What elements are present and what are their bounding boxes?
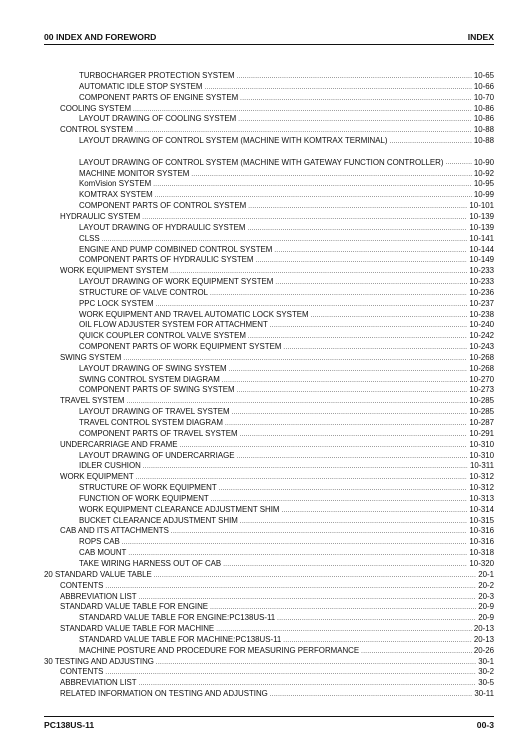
toc-entry[interactable] bbox=[44, 266, 494, 277]
toc-entry[interactable] bbox=[44, 689, 494, 700]
toc-entry-title: WORK EQUIPMENT SYSTEM bbox=[60, 266, 169, 276]
toc-entry[interactable] bbox=[44, 288, 494, 299]
toc-entry-title: LAYOUT DRAWING OF SWING SYSTEM bbox=[79, 363, 227, 373]
toc-entry-page: 10-144 bbox=[469, 244, 494, 254]
toc-entry-page: 10-90 bbox=[473, 157, 494, 167]
toc-entry[interactable] bbox=[44, 255, 494, 266]
toc-entry-title: 20 STANDARD VALUE TABLE bbox=[44, 569, 152, 579]
toc-entry-page: 10-237 bbox=[469, 298, 494, 308]
toc-entry-title: COMPONENT PARTS OF WORK EQUIPMENT SYSTEM bbox=[79, 342, 282, 352]
toc-entry[interactable] bbox=[44, 429, 494, 440]
toc-entry[interactable] bbox=[44, 494, 494, 505]
toc-entry-page: 10-92 bbox=[473, 168, 494, 178]
toc-entry[interactable] bbox=[44, 169, 494, 180]
toc-entry-page: 10-320 bbox=[469, 558, 494, 568]
toc-entry-title: STANDARD VALUE TABLE FOR MACHINE:PC138US-11 bbox=[79, 634, 282, 644]
toc-entry[interactable] bbox=[44, 461, 494, 472]
toc-entry-title: LAYOUT DRAWING OF HYDRAULIC SYSTEM bbox=[79, 222, 246, 232]
toc-entry[interactable] bbox=[44, 483, 494, 494]
toc-entry[interactable] bbox=[44, 570, 494, 581]
toc-entry-title: WORK EQUIPMENT CLEARANCE ADJUSTMENT SHIM bbox=[79, 504, 280, 514]
toc-entry[interactable] bbox=[44, 559, 494, 570]
toc-entry[interactable] bbox=[44, 320, 494, 331]
toc-entry-title: TRAVEL SYSTEM bbox=[60, 396, 125, 406]
toc-entry[interactable] bbox=[44, 646, 494, 657]
toc-entry-page: 10-285 bbox=[469, 407, 494, 417]
toc-entry-title: ABBREVIATION LIST bbox=[60, 591, 137, 601]
toc-entry-title: PPC LOCK SYSTEM bbox=[79, 298, 154, 308]
toc-entry-page: 10-86 bbox=[473, 114, 494, 124]
toc-entry[interactable] bbox=[44, 516, 494, 527]
toc-entry-page: 10-310 bbox=[469, 450, 494, 460]
toc-entry-title: CAB MOUNT bbox=[79, 548, 127, 558]
toc-entry-title: RELATED INFORMATION ON TESTING AND ADJUSTING bbox=[60, 689, 268, 699]
toc-entry[interactable] bbox=[44, 93, 494, 104]
toc-entry-title: LAYOUT DRAWING OF CONTROL SYSTEM (MACHINE WITH GATEWAY FUNCTION CONTROLLER) bbox=[79, 157, 444, 167]
toc-entry-title: LAYOUT DRAWING OF TRAVEL SYSTEM bbox=[79, 407, 230, 417]
toc-entry-page: 10-270 bbox=[469, 374, 494, 384]
toc-entry[interactable] bbox=[44, 418, 494, 429]
toc-entry[interactable] bbox=[44, 385, 494, 396]
toc-entry-page: 10-291 bbox=[469, 428, 494, 438]
toc-entry[interactable] bbox=[44, 505, 494, 516]
toc-entry-page: 30-1 bbox=[478, 656, 494, 666]
toc-entry-page: 20-9 bbox=[478, 602, 494, 612]
toc-entry[interactable] bbox=[44, 310, 494, 321]
toc-entry-title: QUICK COUPLER CONTROL VALVE SYSTEM bbox=[79, 331, 246, 341]
toc-entry-page: 10-141 bbox=[469, 233, 494, 243]
toc-entry-title: IDLER CUSHION bbox=[79, 461, 141, 471]
page-header bbox=[44, 26, 494, 45]
toc-entry[interactable] bbox=[44, 657, 494, 668]
toc-entry-title: CONTENTS bbox=[60, 667, 104, 677]
toc-entry[interactable] bbox=[44, 353, 494, 364]
toc-entry-title: TURBOCHARGER PROTECTION SYSTEM bbox=[79, 71, 235, 80]
toc-entry-title: STANDARD VALUE TABLE FOR MACHINE bbox=[60, 624, 215, 634]
toc-entry-title: SWING CONTROL SYSTEM DIAGRAM bbox=[79, 374, 220, 384]
toc-entry-page: 10-312 bbox=[469, 483, 494, 493]
toc-entry-title: MACHINE POSTURE AND PROCEDURE FOR MEASURING PERFORMANCE bbox=[79, 645, 360, 655]
toc-entry[interactable] bbox=[44, 451, 494, 462]
toc-entry-title: BUCKET CLEARANCE ADJUSTMENT SHIM bbox=[79, 515, 238, 525]
toc-entry[interactable] bbox=[44, 537, 494, 548]
toc-entry[interactable] bbox=[44, 223, 494, 234]
toc-entry-page: 10-88 bbox=[473, 136, 494, 146]
toc-entry-page: 10-95 bbox=[473, 179, 494, 189]
toc-entry-title: UNDERCARRIAGE AND FRAME bbox=[60, 439, 178, 449]
toc-entry-page: 10-315 bbox=[469, 515, 494, 525]
toc-entry-title: LAYOUT DRAWING OF WORK EQUIPMENT SYSTEM bbox=[79, 277, 274, 287]
toc-entry-title: CLSS bbox=[79, 233, 100, 243]
toc-entry[interactable] bbox=[44, 71, 494, 82]
toc-entry-title: CONTROL SYSTEM bbox=[60, 125, 133, 135]
toc-entry-title: COMPONENT PARTS OF CONTROL SYSTEM bbox=[79, 201, 247, 211]
toc-entry[interactable] bbox=[44, 375, 494, 386]
toc-entry[interactable] bbox=[44, 667, 494, 678]
toc-entry[interactable] bbox=[44, 245, 494, 256]
toc-entry-title: LAYOUT DRAWING OF UNDERCARRIAGE bbox=[79, 450, 235, 460]
toc-entry-title: SWING SYSTEM bbox=[60, 352, 122, 362]
toc-entry[interactable] bbox=[44, 635, 494, 646]
toc-entry-page: 10-316 bbox=[469, 537, 494, 547]
toc-entry-title: STANDARD VALUE TABLE FOR ENGINE:PC138US-11 bbox=[79, 613, 276, 623]
toc-entry-page: 10-70 bbox=[473, 92, 494, 102]
toc-entry[interactable] bbox=[44, 678, 494, 689]
toc-entry-title: OIL FLOW ADJUSTER SYSTEM FOR ATTACHMENT bbox=[79, 320, 268, 330]
toc-entry[interactable] bbox=[44, 396, 494, 407]
toc-entry-page: 10-233 bbox=[469, 266, 494, 276]
toc-entry-title: COMPONENT PARTS OF HYDRAULIC SYSTEM bbox=[79, 255, 254, 265]
toc-entry-page: 10-139 bbox=[469, 211, 494, 221]
toc-entry-title: COMPONENT PARTS OF SWING SYSTEM bbox=[79, 385, 235, 395]
toc-entry-title: AUTOMATIC IDLE STOP SYSTEM bbox=[79, 81, 203, 91]
toc-entry-page: 20-3 bbox=[478, 591, 494, 601]
toc-entry-page: 10-88 bbox=[473, 125, 494, 135]
toc-entry-title: KOMTRAX SYSTEM bbox=[79, 190, 153, 200]
toc-entry[interactable] bbox=[44, 82, 494, 93]
toc-entry-page: 10-243 bbox=[469, 342, 494, 352]
toc-entry-page: 10-242 bbox=[469, 331, 494, 341]
toc-entry[interactable] bbox=[44, 407, 494, 418]
toc-entry[interactable] bbox=[44, 201, 494, 212]
toc-entry-page: 30-11 bbox=[474, 689, 494, 699]
toc-entry-title: ENGINE AND PUMP COMBINED CONTROL SYSTEM bbox=[79, 244, 273, 254]
toc-entry[interactable] bbox=[44, 613, 494, 624]
toc-entry[interactable] bbox=[44, 472, 494, 483]
toc-entry-title: CONTENTS bbox=[60, 580, 104, 590]
toc-entry-title: WORK EQUIPMENT AND TRAVEL AUTOMATIC LOCK SYSTEM bbox=[79, 309, 309, 319]
toc-entry-page: 10-149 bbox=[469, 255, 494, 265]
toc-entry[interactable] bbox=[44, 104, 494, 115]
toc-entry[interactable] bbox=[44, 602, 494, 613]
toc-entry-page: 30-5 bbox=[478, 678, 494, 688]
toc-entry-page: 10-236 bbox=[469, 287, 494, 297]
toc-entry-page: 20-13 bbox=[473, 634, 494, 644]
toc-entry-title: LAYOUT DRAWING OF COOLING SYSTEM bbox=[79, 114, 237, 124]
toc-entry-page: 10-86 bbox=[473, 103, 494, 113]
toc-entry-page: 10-310 bbox=[469, 439, 494, 449]
toc-entry-page: 10-312 bbox=[469, 472, 494, 482]
toc-entry[interactable] bbox=[44, 342, 494, 353]
toc-entry-page: 10-99 bbox=[473, 190, 494, 200]
toc-entry[interactable] bbox=[44, 114, 494, 125]
toc-entry[interactable] bbox=[44, 277, 494, 288]
model-number: PC138US-11 bbox=[44, 720, 95, 730]
toc-entry-page: 10-66 bbox=[473, 81, 494, 91]
toc-entry-page: 10-314 bbox=[469, 504, 494, 514]
toc-entry-page: 10-268 bbox=[469, 363, 494, 373]
toc-entry[interactable] bbox=[44, 136, 494, 147]
header-index-label: INDEX bbox=[467, 32, 494, 42]
toc-entry-page: 10-238 bbox=[469, 309, 494, 319]
toc-entry-page: 10-240 bbox=[469, 320, 494, 330]
toc-entry[interactable] bbox=[44, 147, 494, 169]
toc-entry-title: CAB AND ITS ATTACHMENTS bbox=[60, 526, 169, 536]
toc-entry-title: ABBREVIATION LIST bbox=[60, 678, 137, 688]
toc-entry-title: STANDARD VALUE TABLE FOR ENGINE bbox=[60, 602, 209, 612]
toc-entry-title: COMPONENT PARTS OF TRAVEL SYSTEM bbox=[79, 428, 238, 438]
toc-entry[interactable] bbox=[44, 624, 494, 635]
toc-entry-page: 10-139 bbox=[469, 222, 494, 232]
section-title: 00 INDEX AND FOREWORD bbox=[44, 32, 157, 42]
toc-entry[interactable] bbox=[44, 364, 494, 375]
toc-entry-title: WORK EQUIPMENT bbox=[60, 472, 134, 482]
toc-entry-page: 20-1 bbox=[478, 569, 494, 579]
toc-entry[interactable] bbox=[44, 526, 494, 537]
dot-leader bbox=[270, 689, 473, 701]
toc-entry[interactable] bbox=[44, 190, 494, 201]
toc-entry-page: 20-9 bbox=[478, 613, 494, 623]
toc-entry-page: 10-273 bbox=[469, 385, 494, 395]
toc-entry[interactable] bbox=[44, 234, 494, 245]
page-number: 00-3 bbox=[476, 720, 494, 730]
toc-entry-page: 20-13 bbox=[473, 624, 494, 634]
toc-entry-page: 20-26 bbox=[473, 645, 494, 655]
toc-entry-title: LAYOUT DRAWING OF CONTROL SYSTEM (MACHINE WITH KOMTRAX TERMINAL) bbox=[79, 136, 388, 146]
toc-entry-title: KomVision SYSTEM bbox=[79, 179, 152, 189]
toc-entry-page: 20-2 bbox=[478, 580, 494, 590]
toc-entry-title: STRUCTURE OF VALVE CONTROL bbox=[79, 287, 209, 297]
toc-entry[interactable] bbox=[44, 212, 494, 223]
page-footer bbox=[44, 716, 494, 734]
toc-entry-title: 30 TESTING AND ADJUSTING bbox=[44, 656, 154, 666]
toc-entry-page: 10-287 bbox=[469, 418, 494, 427]
toc-entry-title: TAKE WIRING HARNESS OUT OF CAB bbox=[79, 558, 222, 568]
toc-entry-title: MACHINE MONITOR SYSTEM bbox=[79, 168, 190, 178]
toc-entry-title: COOLING SYSTEM bbox=[60, 103, 132, 113]
toc-entry[interactable] bbox=[44, 125, 494, 136]
toc-entry[interactable] bbox=[44, 592, 494, 603]
toc-entry-page: 10-311 bbox=[470, 461, 494, 471]
toc-entry[interactable] bbox=[44, 581, 494, 592]
toc-entry-page: 10-318 bbox=[469, 548, 494, 558]
toc-entry-page: 10-316 bbox=[469, 526, 494, 536]
toc-entry[interactable] bbox=[44, 548, 494, 559]
dot-leader bbox=[445, 157, 471, 169]
toc-entry-title: FUNCTION OF WORK EQUIPMENT bbox=[79, 493, 209, 503]
toc-entry-page: 10-101 bbox=[469, 201, 494, 211]
toc-entry[interactable] bbox=[44, 299, 494, 310]
toc-entry-title: STRUCTURE OF WORK EQUIPMENT bbox=[79, 483, 217, 493]
table-of-contents bbox=[44, 71, 494, 700]
toc-entry-page: 10-285 bbox=[469, 396, 494, 406]
toc-entry-title: COMPONENT PARTS OF ENGINE SYSTEM bbox=[79, 92, 239, 102]
toc-entry-page: 30-2 bbox=[478, 667, 494, 677]
toc-entry[interactable] bbox=[44, 440, 494, 451]
toc-entry-page: 10-313 bbox=[469, 493, 494, 503]
toc-entry-page: 10-65 bbox=[473, 71, 494, 80]
toc-entry[interactable] bbox=[44, 331, 494, 342]
toc-entry-page: 10-233 bbox=[469, 277, 494, 287]
toc-entry-page: 10-268 bbox=[469, 352, 494, 362]
toc-entry-title: HYDRAULIC SYSTEM bbox=[60, 211, 141, 221]
toc-entry-title: TRAVEL CONTROL SYSTEM DIAGRAM bbox=[79, 418, 223, 427]
toc-entry[interactable] bbox=[44, 179, 494, 190]
toc-entry-title: ROPS CAB bbox=[79, 537, 120, 547]
